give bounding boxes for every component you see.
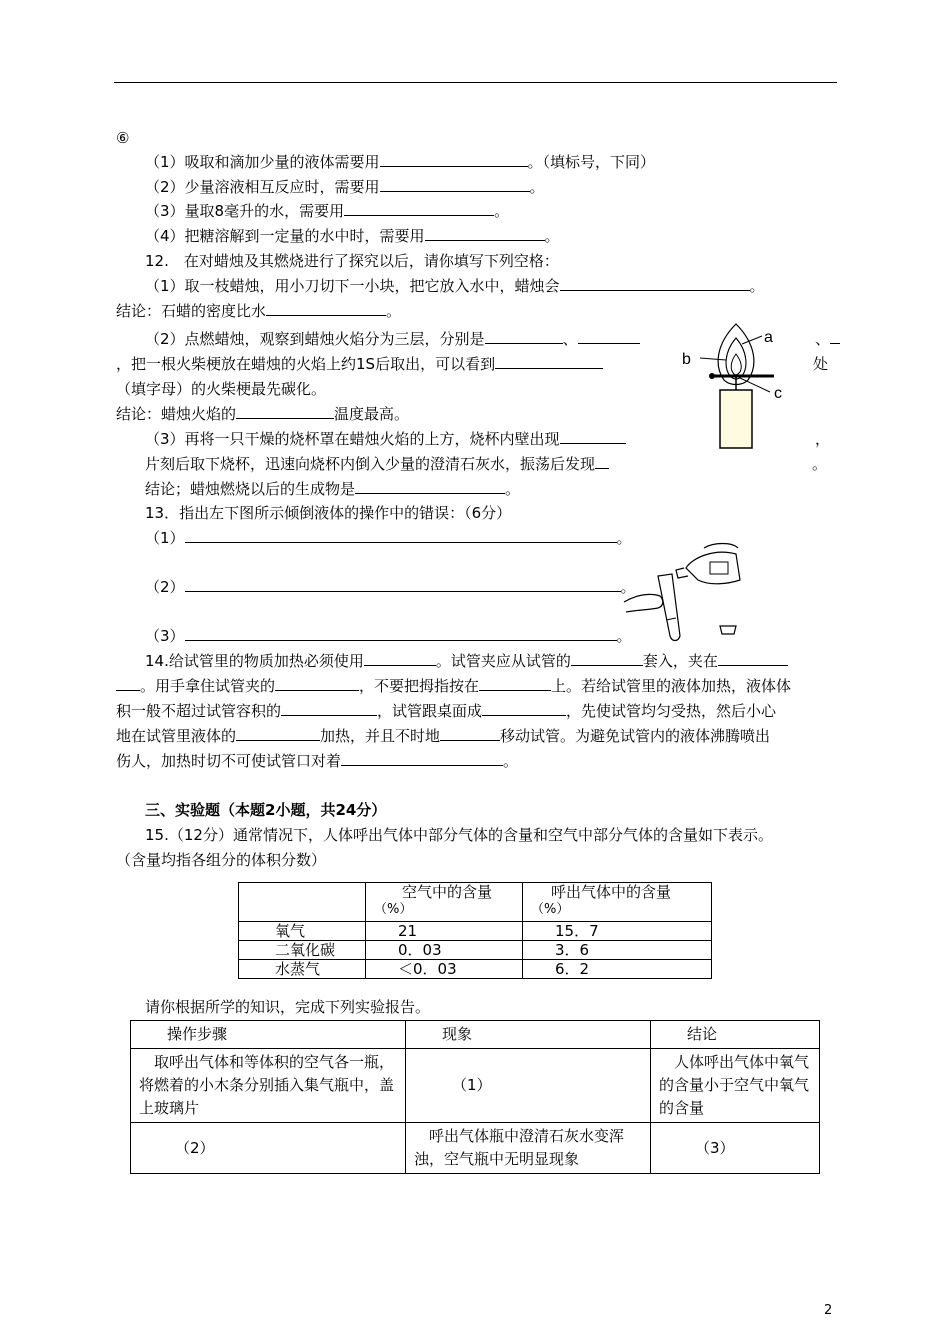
circle-mark: ⑥: [116, 129, 130, 147]
report-cell-blank1[interactable]: （1）: [406, 1049, 651, 1123]
gas-content-table: [238, 882, 712, 979]
flame-inner: [731, 354, 741, 375]
q12-conclusion1: 结论：石蜡的密度比水 。: [116, 302, 402, 320]
q13-intro: 13．指出左下图所示倾倒液体的操作中的错误：（6分）: [145, 504, 512, 522]
q14-line-2: 。用手拿住试管夹的 ，不要把拇指按在 上。若给试管里的液体加热，液体体: [116, 676, 791, 696]
report-cell-phenomenon2: 呼出气体瓶中澄清石灰水变浑浊，空气瓶中无明显现象: [406, 1123, 651, 1174]
q13-item-2: （2） 。: [145, 578, 636, 596]
report-cell-blank2[interactable]: （2）: [131, 1123, 406, 1174]
q12-part2c: （填字母）的火柴梗最先碳化。: [116, 380, 327, 398]
q14-line-4: 地在试管里液体的 加热，并且不时地 移动试管。为避免试管内的液体沸腾喷出: [116, 727, 771, 745]
q14-line-1: 14.给试管里的物质加热必须使用 。试管夹应从试管的 套入，夹在: [145, 651, 788, 671]
q12-conclusion2: 结论：蜡烛火焰的 温度最高。: [116, 405, 410, 423]
bottle-mouth: [676, 568, 688, 578]
answer-blank[interactable]: [236, 404, 334, 419]
answer-blank[interactable]: [571, 651, 643, 666]
table-row: [131, 1123, 820, 1174]
label-c: c: [774, 385, 782, 402]
report-header-steps: 操作步骤: [131, 1021, 406, 1049]
answer-blank[interactable]: [595, 454, 609, 469]
report-cell-blank3[interactable]: （3）: [651, 1123, 820, 1174]
answer-blank[interactable]: [364, 651, 436, 666]
answer-blank[interactable]: [185, 528, 617, 543]
table-row: 水蒸气 ＜0．03 6．2: [239, 960, 712, 979]
answer-blank[interactable]: [344, 201, 494, 216]
q11-item-4: （4）把糖溶解到一定量的水中时，需要用 。: [145, 227, 560, 245]
report-header-phenomenon: 现象: [406, 1021, 651, 1049]
answer-blank[interactable]: [560, 429, 626, 444]
answer-blank[interactable]: [495, 354, 603, 369]
answer-blank[interactable]: [236, 726, 320, 741]
q12-part2b-right: 处: [813, 355, 829, 373]
answer-blank[interactable]: [560, 276, 750, 291]
label-b: b: [682, 351, 691, 368]
report-cell-step1: 取呼出气体和等体积的空气各一瓶，将燃着的小木条分别插入集气瓶中，盖上玻璃片: [131, 1049, 406, 1123]
answer-blank[interactable]: [479, 676, 551, 691]
table-row: 氧气 21 15．7: [239, 922, 712, 941]
answer-blank[interactable]: [578, 329, 640, 344]
table-header-air: 空气中的含量 （%）: [366, 883, 523, 922]
table-header-empty: [239, 883, 366, 922]
q15-line-2: （含量均指各组分的体积分数）: [116, 851, 327, 869]
answer-blank[interactable]: [830, 329, 840, 344]
q11-item-1: （1）吸取和滴加少量的液体需要用 。（填标号，下同）: [145, 153, 656, 171]
q12-part2a-right: 、: [815, 329, 840, 349]
q11-item-2: （2）少量溶液相互反应时，需要用 。: [145, 178, 545, 196]
report-header-row: [131, 1021, 820, 1049]
q12-part2b: ，把一根火柴梗放在蜡烛的火焰上约1S后取出，可以看到: [116, 354, 603, 374]
answer-blank[interactable]: [380, 152, 528, 167]
report-cell-conclusion1: 人体呼出气体中氧气的含量小于空气中氧气的含量: [651, 1049, 820, 1123]
answer-blank[interactable]: [341, 751, 503, 766]
header-rule: [114, 82, 837, 83]
q12-part3b: 片刻后取下烧杯，迅速向烧杯内倒入少量的澄清石灰水，振荡后发现: [145, 454, 609, 474]
table-row: [131, 1049, 820, 1123]
q12-part1: （1）取一枝蜡烛，用小刀切下一小块，把它放入水中，蜡烛会 。: [145, 277, 765, 295]
label-a: a: [764, 329, 773, 346]
answer-blank[interactable]: [425, 226, 545, 241]
answer-blank[interactable]: [718, 651, 788, 666]
left-hand: [624, 594, 663, 612]
answer-blank[interactable]: [275, 676, 359, 691]
report-intro: 请你根据所学的知识，完成下列实验报告。: [145, 998, 431, 1016]
table-header-row: [239, 883, 712, 922]
answer-blank[interactable]: [185, 626, 617, 641]
q12-conclusion3: 结论；蜡烛燃烧以后的生成物是 。: [145, 480, 521, 498]
table-header-exhaled: 呼出气体中的含量 （%）: [523, 883, 712, 922]
q12-part3b-right: 。: [812, 455, 828, 473]
answer-blank[interactable]: [185, 577, 621, 592]
match-head: [709, 373, 715, 379]
q14-line-3: 积一般不超过试管容积的 ，试管跟桌面成 ，先使试管均匀受热，然后小心: [116, 702, 777, 720]
answer-blank[interactable]: [355, 479, 505, 494]
table-row: 二氧化碳 0．03 3．6: [239, 941, 712, 960]
q14-line-5: 伤人，加热时切不可使试管口对着 。: [116, 752, 519, 770]
q12-part2a: （2）点燃蜡烛，观察到蜡烛火焰分为三层，分别是 、: [145, 329, 640, 349]
answer-blank[interactable]: [482, 701, 566, 716]
answer-blank[interactable]: [281, 701, 377, 716]
answer-blank[interactable]: [440, 726, 500, 741]
label-b-leader: [700, 358, 726, 360]
bottle-label: [710, 562, 728, 574]
label-a-leader: [742, 336, 762, 344]
q12-part3a-right: ，: [815, 430, 831, 448]
candle-flame-figure: [676, 322, 806, 452]
right-hand: [704, 544, 738, 549]
experiment-report-table: [130, 1020, 820, 1174]
q15-line-1: 15.（12分）通常情况下，人体呼出气体中部分气体的含量和空气中部分气体的含量如下表示。: [145, 826, 773, 844]
q13-item-3: （3） 。: [145, 627, 632, 645]
report-header-conclusion: 结论: [651, 1021, 820, 1049]
q12-part3a: （3）再将一只干燥的烧杯罩在蜡烛火焰的上方，烧杯内壁出现: [145, 429, 626, 449]
q13-item-1: （1） 。: [145, 529, 632, 547]
q12-intro: 12. 在对蜡烛及其燃烧进行了探究以后，请你填写下列空格：: [145, 252, 559, 270]
liquid-level: [666, 618, 676, 620]
answer-blank[interactable]: [116, 676, 140, 691]
answer-blank[interactable]: [380, 177, 530, 192]
q11-item-3: （3）量取8毫升的水，需要用 。: [145, 202, 510, 220]
answer-blank[interactable]: [485, 329, 563, 344]
page-number: 2: [824, 1303, 833, 1318]
answer-blank[interactable]: [266, 301, 386, 316]
test-tube: [658, 574, 680, 641]
section-3-title: 三、实验题（本题2小题，共24分）: [145, 801, 387, 819]
pouring-liquid-figure: [618, 540, 748, 645]
bottle-stopper: [720, 626, 736, 634]
reagent-bottle: [686, 552, 740, 584]
candle-body: [720, 390, 752, 448]
